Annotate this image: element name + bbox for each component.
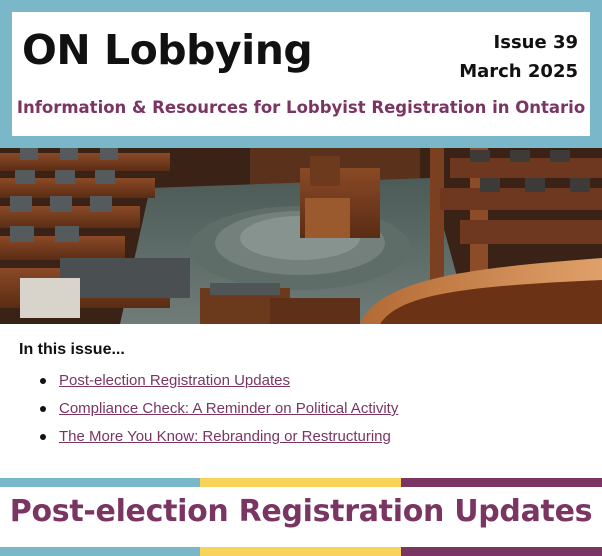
stripe-segment-purple: [401, 478, 602, 487]
issue-number: Issue 39: [493, 32, 578, 53]
stripe-segment-blue: [0, 547, 200, 556]
stripe-segment-yellow: [200, 547, 401, 556]
stripe-segment-purple: [401, 547, 602, 556]
bullet-icon: [40, 378, 46, 384]
header-banner: [0, 0, 602, 148]
legislative-chamber-photo: [0, 148, 602, 324]
toc-link-compliance-check[interactable]: Compliance Check: A Reminder on Political Activity: [59, 400, 399, 417]
toc-heading: In this issue...: [19, 341, 125, 358]
issue-date: March 2025: [459, 61, 578, 82]
toc-link-post-election-updates[interactable]: Post-election Registration Updates: [59, 372, 290, 389]
stripe-segment-blue: [0, 478, 200, 487]
section-stripe-top: [0, 478, 602, 487]
section-title: Post-election Registration Updates: [9, 494, 593, 529]
header-panel: [12, 12, 590, 136]
section-stripe-bottom: [0, 547, 602, 556]
chamber-illustration: [0, 148, 602, 324]
stripe-segment-yellow: [200, 478, 401, 487]
newsletter-subtitle: Information & Resources for Lobbyist Registration in Ontario: [16, 98, 586, 117]
bullet-icon: [40, 434, 46, 440]
bullet-icon: [40, 406, 46, 412]
toc-link-more-you-know[interactable]: The More You Know: Rebranding or Restructuring: [59, 428, 391, 445]
newsletter-title: ON Lobbying: [22, 26, 313, 74]
issue-info: [459, 28, 578, 86]
